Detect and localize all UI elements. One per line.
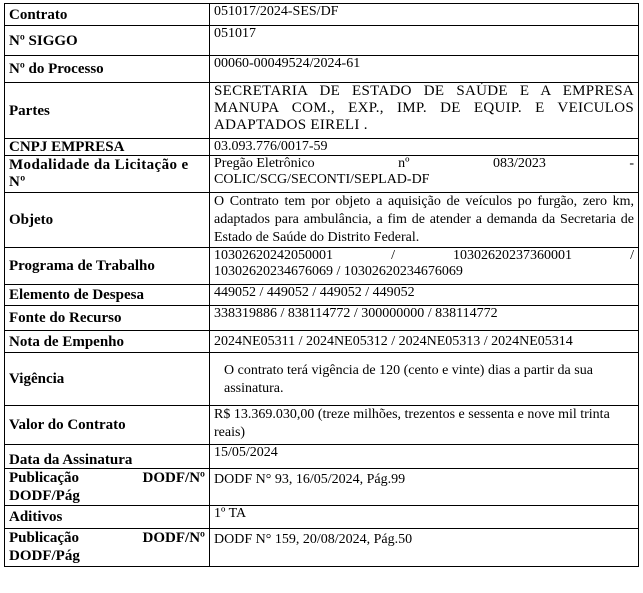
contrato-label: Contrato — [5, 4, 210, 26]
aditivos-label: Aditivos — [5, 506, 210, 529]
row-valor — [5, 406, 639, 445]
data-value: 15/05/2024 — [210, 445, 639, 469]
publicacao-1-label — [5, 469, 210, 506]
programa-sep-1: / — [391, 248, 395, 263]
cnpj-value: 03.093.776/0017-59 — [210, 139, 639, 156]
elemento-value: 449052 / 449052 / 449052 / 449052 — [210, 285, 639, 306]
modalidade-value — [210, 156, 639, 193]
valor-label: Valor do Contrato — [5, 406, 210, 445]
fonte-value: 338319886 / 838114772 / 300000000 / 838114772 — [210, 306, 639, 331]
modalidade-number: 083/2023 — [492, 156, 546, 171]
row-elemento — [5, 285, 639, 306]
programa-code-1: 10302620242050001 — [214, 248, 333, 263]
publicacao-2-label-right: DODF/Nº — [142, 530, 205, 546]
modalidade-label: Modalidade da Licitação e Nº — [5, 156, 210, 193]
modalidade-line1 — [214, 156, 634, 172]
partes-label: Partes — [5, 83, 210, 139]
data-label: Data da Assinatura — [5, 445, 210, 469]
fonte-label: Fonte do Recurso — [5, 306, 210, 331]
processo-label: Nº do Processo — [5, 56, 210, 83]
siggo-value: 051017 — [210, 26, 639, 56]
row-modalidade — [5, 156, 639, 193]
programa-label: Programa de Trabalho — [5, 248, 210, 285]
publicacao-2-label-left: Publicação — [9, 530, 79, 546]
row-publicacao-1 — [5, 469, 639, 506]
cnpj-label: CNPJ EMPRESA — [5, 139, 210, 156]
vigencia-text: O contrato terá vigência de 120 (cento e vinte) dias a partir da sua assinatura. — [224, 363, 593, 396]
modalidade-line2: COLIC/SCG/SECONTI/SEPLAD-DF — [214, 172, 430, 187]
row-cnpj — [5, 139, 639, 156]
row-data — [5, 445, 639, 469]
programa-line2: 10302620234676069 / 10302620234676069 — [214, 264, 463, 279]
row-contrato — [5, 4, 639, 26]
programa-code-2: 10302620237360001 — [453, 248, 573, 263]
processo-value: 00060-00049524/2024-61 — [210, 56, 639, 83]
elemento-label: Elemento de Despesa — [5, 285, 210, 306]
publicacao-1-label-line2: DODF/Pág — [9, 488, 80, 504]
partes-value: SECRETARIA DE ESTADO DE SAÚDE E A EMPRESA MANUPA COM., EXP., IMP. DE EQUIP. E VEICULOS ADAPTADOS EIRELI . — [210, 83, 639, 139]
publicacao-2-label-line2: DODF/Pág — [9, 548, 80, 564]
row-vigencia — [5, 353, 639, 406]
publicacao-2-label — [5, 529, 210, 567]
objeto-label: Objeto — [5, 193, 210, 248]
modalidade-type: Pregão Eletrônico — [214, 156, 315, 171]
modalidade-dash: - — [629, 156, 634, 171]
row-empenho — [5, 331, 639, 353]
row-partes — [5, 83, 639, 139]
programa-sep-2: / — [630, 248, 634, 263]
empenho-label: Nota de Empenho — [5, 331, 210, 353]
empenho-value: 2024NE05311 / 2024NE05312 / 2024NE05313 / 2024NE05314 — [210, 331, 639, 353]
row-fonte — [5, 306, 639, 331]
publicacao-2-label-line1 — [9, 529, 205, 547]
contrato-value: 051017/2024-SES/DF — [210, 4, 639, 26]
publicacao-1-label-left: Publicação — [9, 470, 79, 486]
programa-line1 — [214, 248, 634, 264]
vigencia-value — [210, 353, 639, 406]
programa-value — [210, 248, 639, 285]
modalidade-number-symbol: nº — [398, 156, 410, 171]
contract-summary — [4, 3, 639, 567]
publicacao-1-label-line1 — [9, 469, 205, 487]
publicacao-1-value: DODF N° 93, 16/05/2024, Pág.99 — [210, 469, 639, 506]
publicacao-1-label-right: DODF/Nº — [142, 470, 205, 486]
row-publicacao-2 — [5, 529, 639, 567]
contract-table — [4, 3, 639, 567]
siggo-label: Nº SIGGO — [5, 26, 210, 56]
aditivos-value: 1º TA — [210, 506, 639, 529]
valor-value: R$ 13.369.030,00 (treze milhões, trezentos e sessenta e nove mil trinta reais) — [210, 406, 639, 445]
row-siggo — [5, 26, 639, 56]
publicacao-2-value: DODF N° 159, 20/08/2024, Pág.50 — [210, 529, 639, 567]
row-programa — [5, 248, 639, 285]
row-aditivos — [5, 506, 639, 529]
objeto-value: O Contrato tem por objeto a aquisição de veículos po furgão, zero km, adaptados para ambulância, a fim de atender a demanda da Secretaria de Estado de Saúde do Distrito Federal. — [210, 193, 639, 248]
row-objeto — [5, 193, 639, 248]
vigencia-label: Vigência — [5, 353, 210, 406]
row-processo — [5, 56, 639, 83]
